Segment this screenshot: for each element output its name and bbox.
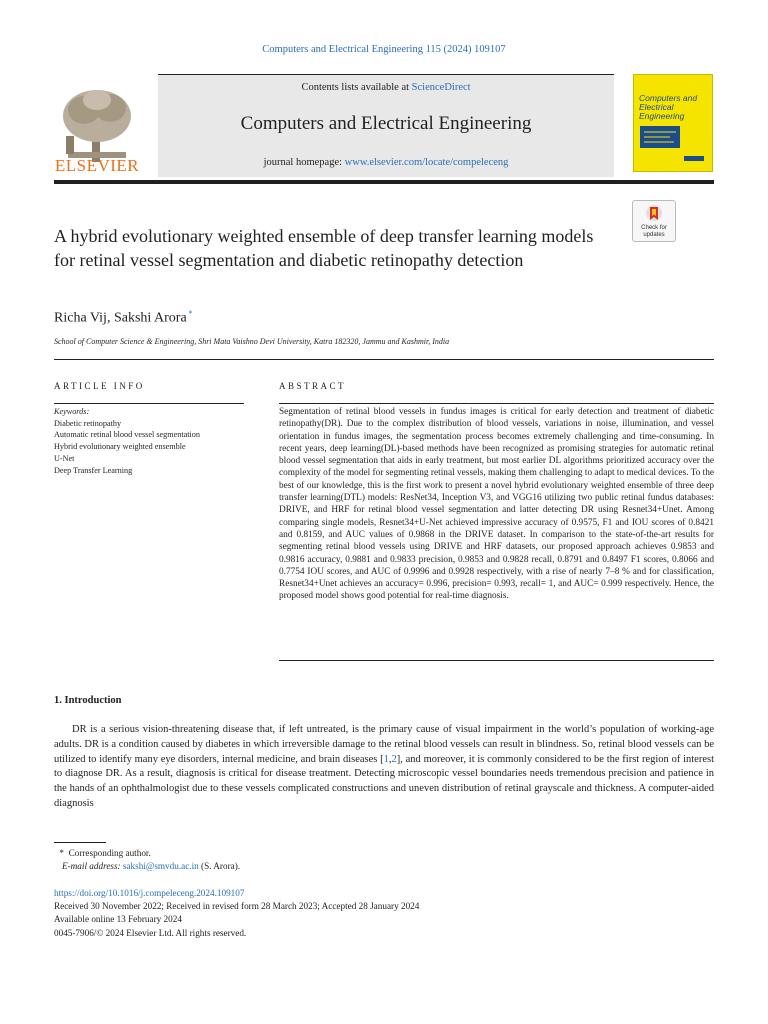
affiliation: School of Computer Science & Engineering, Shri Mata Vaishno Devi University, Katra 182320, Jammu and Kashmir, India [54,337,450,346]
keywords-block [54,406,254,476]
homepage-prefix: journal homepage: [263,157,345,168]
email-link[interactable]: sakshi@smvdu.ac.in [122,861,199,871]
keyword-item: Automatic retinal blood vessel segmentation [54,430,200,440]
intro-text-after: ], and moreover, it is commonly considered to be the first region of interest to diagnose DR. As a result, diagnosis is critical for disease treatment. Detecting microscopic vessel boundaries needs tremendous precision and patience in the hands of an ophthalmologist due to these vessels complicated constructions and uneven distribution of retinal grayscale and thickness. A computer-aided diagnosis [54,753,714,809]
email-note [54,860,240,873]
journal-homepage-link[interactable]: www.elsevier.com/locate/compeleceng [344,157,509,168]
corresponding-text: Corresponding author. [68,848,151,858]
email-label: E-mail address: [62,861,123,871]
keyword-item: Diabetic retinopathy [54,418,122,428]
elsevier-wordmark: ELSEVIER [54,156,140,175]
cover-graphic [640,126,706,166]
available-online: Available online 13 February 2024 [54,914,182,925]
received-dates: Received 30 November 2022; Received in revised form 28 March 2023; Accepted 28 January 2024 [54,901,420,912]
article-info-heading: ARTICLE INFO [54,381,145,391]
corresponding-note [54,847,240,860]
contents-line [158,82,614,93]
article-info-rule [54,403,244,404]
authors-names: Richa Vij, Sakshi Arora [54,310,187,326]
keyword-item: Hybrid evolutionary weighted ensemble [54,442,186,452]
email-owner: (S. Arora). [198,861,241,871]
journal-reference[interactable]: Computers and Electrical Engineering 115 (2024) 109107 [262,44,506,55]
paper-title: A hybrid evolutionary weighted ensemble of deep transfer learning models for retinal vessel segmentation and diabetic retinopathy detection [54,226,594,270]
corresponding-author-mark[interactable]: * [188,309,193,318]
abstract-bottom-rule [279,660,714,661]
affiliation-rule [54,359,714,360]
keyword-item: U-Net [54,453,75,463]
footnote-rule [54,842,106,843]
sciencedirect-link[interactable]: ScienceDirect [411,82,471,93]
header-top-rule [158,74,614,75]
introduction-heading: 1. Introduction [54,695,122,706]
masthead-rule [54,180,714,184]
citation-link[interactable]: 2 [391,753,397,765]
intro-text-before: DR is a serious vision-threatening disease that, if left untreated, is the primary cause of visual impairment in the world’s population of working-age adults. DR is a condition caused by diabetes in which irreversible damage to the retinal blood vessels can result in blindness. So, retinal blood vessels can be utilized to identify many eye disorders, internal medicine, and brain diseases [ [54,724,714,765]
abstract-top-rule [279,403,714,404]
publication-meta [54,887,419,940]
footnotes [54,847,240,873]
doi-link[interactable]: https://doi.org/10.1016/j.compeleceng.2024.109107 [54,888,245,898]
copyright: 0045-7906/© 2024 Elsevier Ltd. All rights reserved. [54,927,247,938]
keywords-label: Keywords: [54,407,90,416]
homepage-line [158,157,614,168]
journal-title: Computers and Electrical Engineering [240,113,532,134]
cover-title: Computers and Electrical Engineering [639,93,698,121]
abstract-heading: ABSTRACT [279,381,347,391]
check-for-updates-button[interactable] [632,200,676,242]
keyword-item: Deep Transfer Learning [54,465,133,475]
check-for-updates-label: Check for updates [641,225,667,238]
footnote-mark: * [59,848,64,858]
author-list [54,309,193,327]
contents-prefix: Contents lists available at [301,82,412,93]
bookmark-icon [645,204,663,224]
citation-link[interactable]: 1 [383,753,389,765]
introduction-paragraph: DR is a serious vision-threatening disease that, if left untreated, is the primary cause of visual impairment in the world’s population of working-age adults. DR is a condition caused by diabetes in which irreversible damage to the retinal blood vessels can result in blindness. So, retinal blood vessels can be utilized to identify many eye disorders, internal medicine, and brain diseases [1,2], and moreover, it is commonly considered to be the first region of interest to diagnose DR. As a result, diagnosis is critical for disease treatment. Detecting microscopic vessel boundaries needs tremendous precision and patience in the hands of an ophthalmologist due to these vessels complicated constructions and uneven distribution of retinal grayscale and thickness. A computer-aided diagnosis [54,724,714,809]
abstract-text: Segmentation of retinal blood vessels in fundus images is critical for early detection and treatment of diabetic retinopathy(DR). Due to the complex distribution of blood vessels, variations in noise, illumination, and vessel orientation in fundus images, the segmentation process becomes extremely challenging and time-consuming. In recent years, deep learning(DL)-based methods have been recognized as promising strategies for automatic retinal blood vessel segmentation that aids in early treatment, but most earlier DL algorithms prioritized accuracy over the complexity of the model for segmenting retinal vessels, making them challenging to adapt to medical devices. To the best of our knowledge, this is the first work to present a novel hybrid evolutionary weighted ensemble of three deep transfer learning(DTL) models: ResNet34, Inception V3, and VGG16 utilizing two public retinal fundus databases: DRIVE, and HRF for retinal blood vessel segmentation and latter detecting DR using Resnet34+Unet. Among comparing single models, Resnet34+U-Net achieved impressive accuracy of 0.9575, F1 and IOU scores of 0.8421 and 0.8159, and AUC values of 0.9868 in the DRIVE dataset. In comparison to the state-of-the-art results for segmenting retinal blood vessels using DRIVE and HRF datasets, our proposed approach achieves 0.9853 and 0.9816 accuracy, 0.9881 and 0.9833 precision, 0.9853 and 0.9828 recall, 0.8791 and 0.8497 F1 scores, 0.8066 and 0.7754 IOU scores, and AUC of 0.9996 and 0.9928 respectively, with a rise of nearly 7–8 % and for classification, Resnet34+Unet achieves an accuracy= 0.996, precision= 0.993, recall= 1, and AUC= 0.999 respectively. Hence, the proposed model shows good potential for real-time diagnosis. [279,407,714,602]
